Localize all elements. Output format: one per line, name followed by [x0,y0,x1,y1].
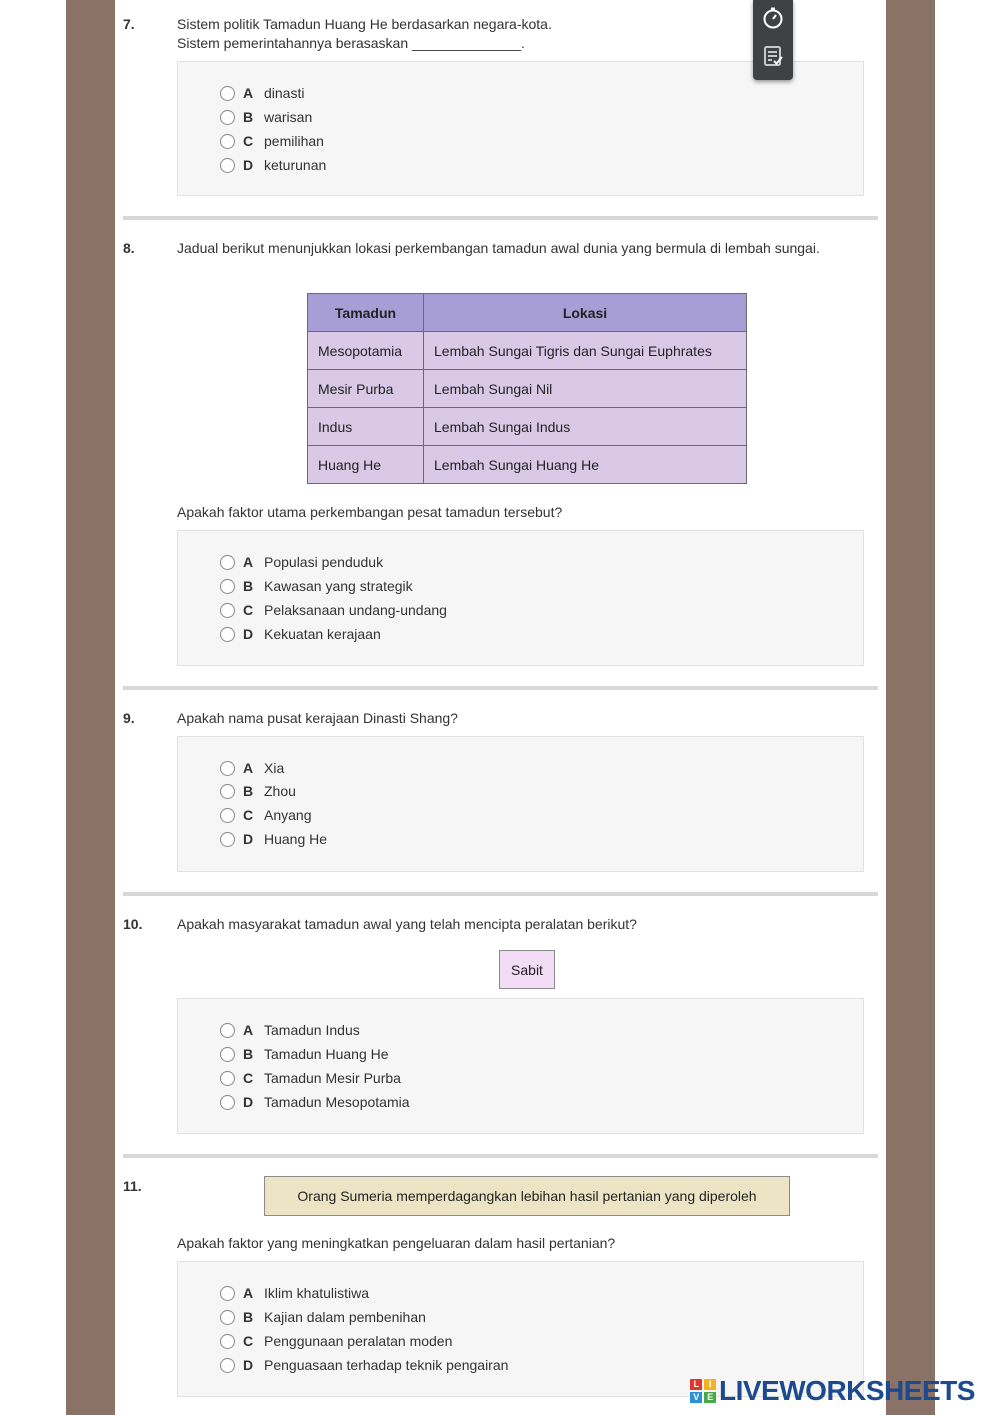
option-letter: A [243,1285,254,1301]
question-separator [123,892,878,896]
option-letter: C [243,807,254,823]
left-border-strip [66,0,115,1415]
option-d[interactable] [220,154,326,176]
option-letter: B [243,578,254,594]
table-cell: Indus [308,408,424,446]
question-number: 11. [123,1178,142,1194]
radio-button[interactable] [220,1095,235,1110]
option-text: Pelaksanaan undang-undang [264,602,447,618]
question-text-line-2: Sistem pemerintahannya berasaskan ______________. [177,35,525,51]
option-c[interactable] [220,1330,452,1352]
options-box [177,736,864,872]
table-header-tamadun: Tamadun [308,294,424,332]
radio-button[interactable] [220,555,235,570]
table-cell: Lembah Sungai Nil [424,370,747,408]
option-letter: C [243,1333,254,1349]
table-cell: Lembah Sungai Indus [424,408,747,446]
question-separator [123,1154,878,1158]
option-text: Xia [264,760,285,776]
radio-button[interactable] [220,158,235,173]
option-letter: A [243,1022,254,1038]
logo-letter: L [690,1379,702,1390]
option-a[interactable] [220,757,284,779]
checklist-icon [761,44,785,73]
stopwatch-icon [761,6,785,35]
table-row [308,370,747,408]
radio-button[interactable] [220,603,235,618]
radio-button[interactable] [220,808,235,823]
radio-button[interactable] [220,110,235,125]
option-letter: A [243,85,254,101]
option-a[interactable] [220,1019,360,1041]
option-text: Kekuatan kerajaan [264,626,381,642]
worksheet-page [115,0,886,1415]
question-number: 10. [123,916,143,932]
option-letter: D [243,1357,254,1373]
option-d[interactable] [220,623,381,645]
question-text: Jadual berikut menunjukkan lokasi perkembangan tamadun awal dunia yang bermula di lembah sungai. [177,240,820,256]
option-text: Iklim khatulistiwa [264,1285,370,1301]
civilization-table [307,293,747,484]
option-text: Tamadun Indus [264,1022,360,1038]
question-prompt: Apakah faktor utama perkembangan pesat tamadun tersebut? [177,504,563,520]
option-b[interactable] [220,1043,389,1065]
option-text: Tamadun Huang He [264,1046,389,1062]
radio-button[interactable] [220,134,235,149]
radio-button[interactable] [220,579,235,594]
options-box [177,530,864,666]
radio-button[interactable] [220,627,235,642]
right-border-strip [886,0,935,1415]
option-text: Tamadun Mesopotamia [264,1094,410,1110]
table-row [308,446,747,484]
option-letter: B [243,1309,254,1325]
radio-button[interactable] [220,761,235,776]
tool-item-box: Sabit [499,950,555,989]
question-number: 7. [123,16,135,32]
option-c[interactable] [220,1067,401,1089]
option-text: warisan [264,109,313,125]
option-b[interactable] [220,575,413,597]
option-letter: A [243,554,254,570]
floating-toolbar [753,0,793,80]
option-d[interactable] [220,1354,508,1376]
option-a[interactable] [220,82,304,104]
question-text: Apakah masyarakat tamadun awal yang telah mencipta peralatan berikut? [177,916,637,932]
option-c[interactable] [220,130,324,152]
table-cell: Lembah Sungai Tigris dan Sungai Euphrates [424,332,747,370]
options-box [177,998,864,1134]
option-d[interactable] [220,1091,410,1113]
option-text: Kawasan yang strategik [264,578,413,594]
option-letter: C [243,602,254,618]
option-text: dinasti [264,85,305,101]
question-number: 8. [123,240,135,256]
logo-letter: I [704,1379,716,1390]
option-letter: C [243,133,254,149]
logo-letter: E [704,1392,716,1403]
option-text: Penguasaan terhadap teknik pengairan [264,1357,509,1373]
radio-button[interactable] [220,1310,235,1325]
table-cell: Mesir Purba [308,370,424,408]
option-d[interactable] [220,828,327,850]
option-text: Huang He [264,831,328,847]
option-letter: C [243,1070,254,1086]
timer-button[interactable] [757,4,789,36]
question-number: 9. [123,710,135,726]
option-b[interactable] [220,780,296,802]
option-b[interactable] [220,1306,426,1328]
question-text-line-1: Sistem politik Tamadun Huang He berdasarkan negara-kota. [177,16,552,32]
radio-button[interactable] [220,1047,235,1062]
option-a[interactable] [220,551,383,573]
brand-name: LIVEWORKSHEETS [719,1375,975,1406]
option-text: Anyang [264,807,312,823]
option-text: Penggunaan peralatan moden [264,1333,453,1349]
question-prompt: Apakah faktor yang meningkatkan pengeluaran dalam hasil pertanian? [177,1235,616,1251]
radio-button[interactable] [220,1358,235,1373]
option-letter: B [243,109,254,125]
radio-button[interactable] [220,1023,235,1038]
radio-button[interactable] [220,86,235,101]
liveworksheets-brand [690,1376,975,1406]
table-row [308,408,747,446]
table-header-lokasi: Lokasi [424,294,747,332]
option-a[interactable] [220,1282,369,1304]
table-cell: Mesopotamia [308,332,424,370]
question-separator [123,216,878,220]
option-letter: A [243,760,254,776]
radio-button[interactable] [220,1334,235,1349]
radio-button[interactable] [220,832,235,847]
question-separator [123,686,878,690]
option-letter: D [243,626,254,642]
radio-button[interactable] [220,784,235,799]
option-c[interactable] [220,804,311,826]
option-letter: D [243,831,254,847]
option-text: pemilihan [264,133,324,149]
option-text: Kajian dalam pembenihan [264,1309,426,1325]
table-row [308,332,747,370]
finish-button[interactable] [757,42,789,74]
table-cell: Huang He [308,446,424,484]
option-text: keturunan [264,157,327,173]
option-text: Populasi penduduk [264,554,384,570]
options-box [177,61,864,196]
option-text: Zhou [264,783,296,799]
option-letter: B [243,783,254,799]
option-c[interactable] [220,599,447,621]
option-b[interactable] [220,106,312,128]
table-cell: Lembah Sungai Huang He [424,446,747,484]
logo-letter: V [690,1392,702,1403]
liveworksheets-logo-icon [690,1379,716,1403]
option-letter: D [243,1094,254,1110]
option-letter: B [243,1046,254,1062]
option-text: Tamadun Mesir Purba [264,1070,401,1086]
question-text: Apakah nama pusat kerajaan Dinasti Shang? [177,710,458,726]
radio-button[interactable] [220,1071,235,1086]
option-letter: D [243,157,254,173]
radio-button[interactable] [220,1286,235,1301]
stimulus-note-box: Orang Sumeria memperdagangkan lebihan hasil pertanian yang diperoleh [264,1176,790,1216]
